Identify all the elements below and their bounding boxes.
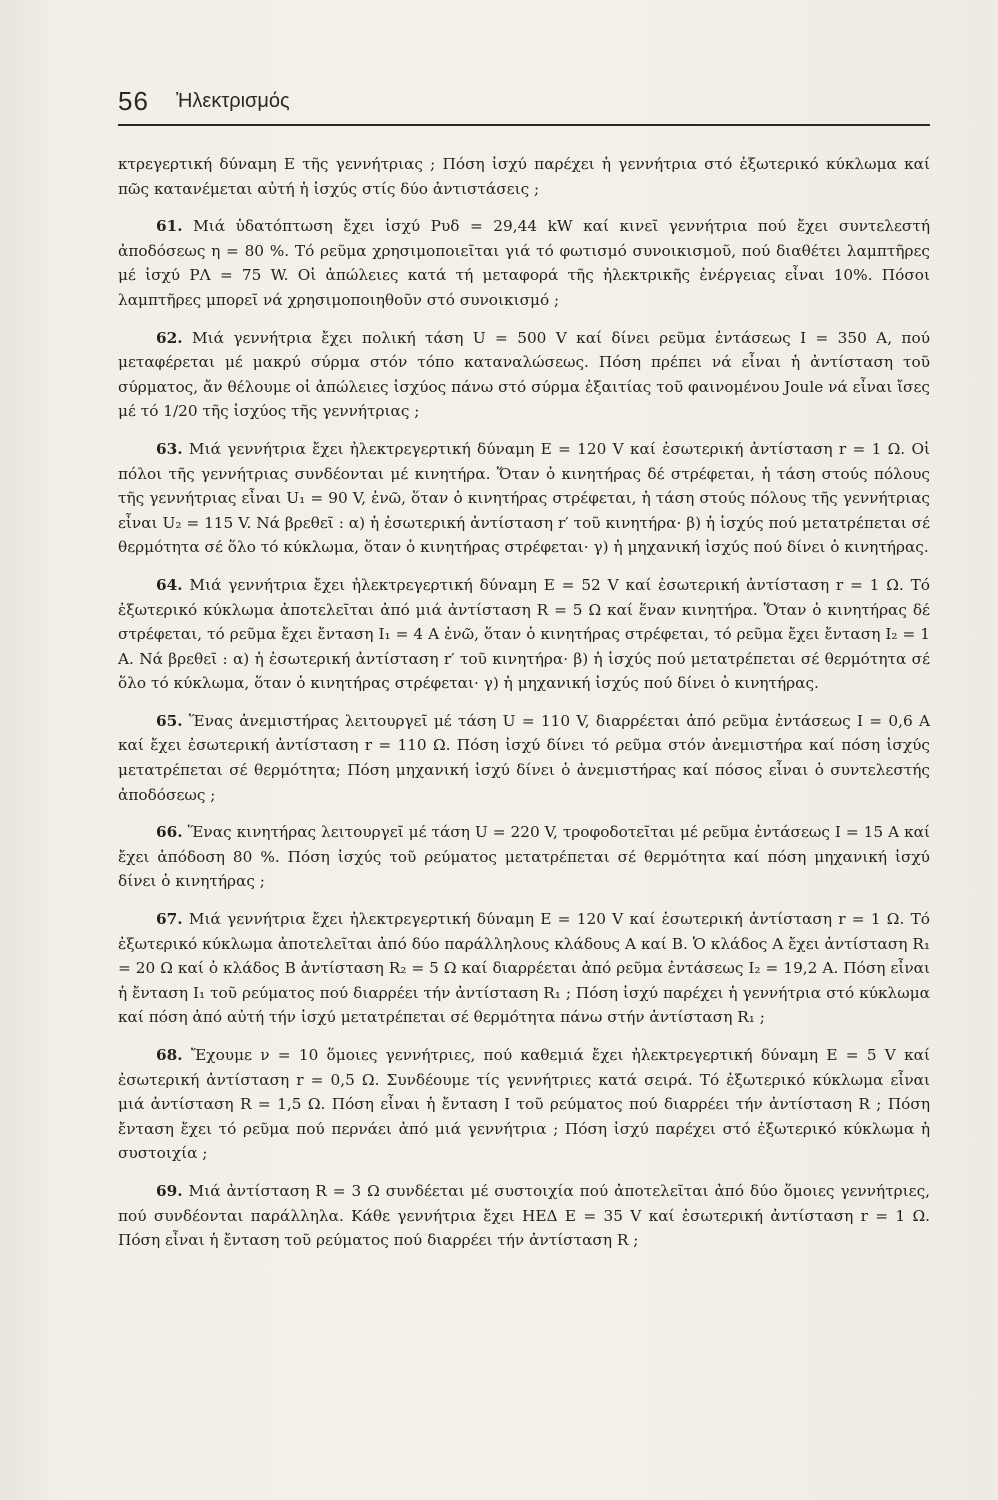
problem-text: Ἕνας ἀνεμιστήρας λειτουργεῖ μέ τάση U = 110 V, διαρρέεται ἀπό ρεῦμα ἐντάσεως I = 0,6 A καί ἔχει ἐσωτερική ἀντίσταση r = 110 Ω. Πόση ἰσχύ δίνει τό ρεῦμα στόν ἀνεμιστήρα καί πόση ἰσχύς μετατρέπεται σέ θερμότητα; Πόση μηχανική ἰσχύ δίνει ὁ ἀνεμιστήρας καί πόσος εἶναι ὁ συντελεστής ἀποδόσεως ; [118,711,930,804]
problem-text: Ἕνας κινητήρας λειτουργεῖ μέ τάση U = 220 V, τροφοδοτεῖται μέ ρεῦμα ἐντάσεως I = 15 A καί ἔχει ἀπόδοση 80 %. Πόση ἰσχύς τοῦ ρεύματος μετατρέπεται σέ θερμότητα καί πόση μηχανική ἰσχύ δίνει ὁ κινητήρας ; [118,823,930,891]
problem-number: 61. [156,217,183,236]
problem-number: 63. [156,439,183,458]
header-rule [118,124,930,126]
intro-paragraph: κτρεγερτική δύναμη Ε τῆς γεννήτριας ; Πόση ἰσχύ παρέχει ἡ γεννήτρια στό ἐξωτερικό κύκλωμα καί πῶς κατανέμεται αὐτή ἡ ἰσχύς στίς δύο ἀντιστάσεις ; [118,155,930,198]
running-head: Ἠλεκτρισμός [176,90,290,112]
problem-62 [118,326,930,424]
problem-68 [118,1043,930,1166]
problem-number: 69. [156,1181,183,1200]
problem-number: 66. [156,823,183,842]
body-text [118,152,930,1266]
problem-text: Μιά ὑδατόπτωση ἔχει ἰσχύ Pυδ = 29,44 kW καί κινεῖ γεννήτρια πού ἔχει συντελεστή ἀποδόσεως η = 80 %. Τό ρεῦμα χρησιμοποιεῖται γιά τό φωτισμό συνοικισμοῦ, πού διαθέτει λαμπτῆρες μέ ἰσχύ PΛ = 75 W. Οἱ ἀπώλειες κατά τή μεταφορά τῆς ἠλεκτρικῆς ἐνέργειας εἶναι 10%. Πόσοι λαμπτῆρες μπορεῖ νά χρησιμοποιηθοῦν στό συνοικισμό ; [118,217,930,309]
problem-64 [118,573,930,696]
page-number: 56 [118,86,149,116]
problem-text: Μιά γεννήτρια ἔχει ἠλεκτρεγερτική δύναμη Ε = 120 V καί ἐσωτερική ἀντίσταση r = 1 Ω. Οἱ πόλοι τῆς γεννήτριας συνδέονται μέ κινητήρα. Ὅταν ὁ κινητήρας δέ στρέφεται, ἡ τάση στούς πόλους τῆς γεννήτριας εἶναι U₁ = 90 V, ἐνῶ, ὅταν ὁ κινητήρας στρέφεται, ἡ τάση στούς πόλους τῆς γεννήτριας εἶναι U₂ = 115 V. Νά βρεθεῖ : α) ἡ ἐσωτερική ἀντίσταση r′ τοῦ κινητήρα· β) ἡ ἰσχύς πού μετατρέπεται σέ θερμότητα σέ ὅλο τό κύκλωμα, ὅταν ὁ κινητήρας στρέφεται· γ) ἡ μηχανική ἰσχύς πού δίνει ὁ κινητήρας. [118,439,930,557]
problem-number: 64. [156,575,183,594]
problem-text: Ἔχουμε ν = 10 ὅμοιες γεννήτριες, πού καθεμιά ἔχει ἠλεκτρεγερτική δύναμη Ε = 5 V καί ἐσωτερική ἀντίσταση r = 0,5 Ω. Συνδέουμε τίς γεννήτριες κατά σειρά. Τό ἐξωτερικό κύκλωμα εἶναι μιά ἀντίσταση R = 1,5 Ω. Πόση εἶναι ἡ ἔνταση I τοῦ ρεύματος πού διαρρέει τήν ἀντίσταση R ; Πόση ἔνταση ἔχει τό ρεῦμα πού περνάει ἀπό μιά γεννήτρια ; Πόση ἰσχύ παρέχει στό ἐξωτερικό κύκλωμα ἡ συστοιχία ; [118,1046,930,1163]
problem-text: Μιά γεννήτρια ἔχει ἠλεκτρεγερτική δύναμη Ε = 120 V καί ἐσωτερική ἀντίσταση r = 1 Ω. Τό ἐξωτερικό κύκλωμα ἀποτελεῖται ἀπό δύο παράλληλους κλάδους Α καί Β. Ὁ κλάδος Α ἔχει ἀντίσταση R₁ = 20 Ω καί ὁ κλάδος Β ἀντίσταση R₂ = 5 Ω καί διαρρέεται ἀπό ρεῦμα ἐντάσεως I₂ = 19,2 A. Πόση εἶναι ἡ ἔνταση I₁ τοῦ ρεύματος πού διαρρέει τήν ἀντίσταση R₁ ; Πόση ἰσχύ παρέχει ἡ γεννήτρια στό κύκλωμα καί πόση ἀπό αὐτή τήν ἰσχύ μετατρέπεται σέ θερμότητα πάνω στήν ἀντίσταση R₁ ; [118,910,930,1027]
problem-61 [118,214,930,312]
problem-63 [118,437,930,560]
problem-text: Μιά γεννήτρια ἔχει πολική τάση U = 500 V καί δίνει ρεῦμα ἐντάσεως I = 350 A, πού μεταφέρεται μέ μακρύ σύρμα στόν τόπο καταναλώσεως. Πόση πρέπει νά εἶναι ἡ ἀντίσταση τοῦ σύρματος, ἄν θέλουμε οἱ ἀπώλειες ἰσχύος πάνω στό σύρμα ἐξαιτίας τοῦ φαινομένου Joule νά εἶναι ἴσες μέ τό 1/20 τῆς ἰσχύος τῆς γεννήτριας ; [118,328,930,421]
problem-number: 65. [156,711,183,730]
problem-number: 68. [156,1046,183,1064]
problem-text: Μιά γεννήτρια ἔχει ἠλεκτρεγερτική δύναμη Ε = 52 V καί ἐσωτερική ἀντίσταση r = 1 Ω. Τό ἐξωτερικό κύκλωμα ἀποτελεῖται ἀπό μιά ἀντίσταση R = 5 Ω καί ἕναν κινητήρα. Ὅταν ὁ κινητήρας δέ στρέφεται, τό ρεῦμα ἔχει ἔνταση I₁ = 4 A ἐνῶ, ὅταν ὁ κινητήρας στρέφεται, τό ρεῦμα ἔχει ἔνταση I₂ = 1 A. Νά βρεθεῖ : α) ἡ ἐσωτερική ἀντίσταση r′ τοῦ κινητήρα· β) ἡ ἰσχύς πού μετατρέπεται σέ θερμότητα σέ ὅλο τό κύκλωμα, ὅταν ὁ κινητήρας στρέφεται· γ) ἡ μηχανική ἰσχύς πού δίνει ὁ κινητήρας. [118,575,930,693]
problem-65 [118,709,930,807]
page-header [118,86,930,126]
problem-number: 67. [156,910,183,929]
problem-67 [118,907,930,1030]
problem-69 [118,1179,930,1253]
problem-text: Μιά ἀντίσταση R = 3 Ω συνδέεται μέ συστοιχία πού ἀποτελεῖται ἀπό δύο ὅμοιες γεννήτριες, πού συνδέονται παράλληλα. Κάθε γεννήτρια ἔχει ΗΕΔ Ε = 35 V καί ἐσωτερική ἀντίσταση r = 1 Ω. Πόση εἶναι ἡ ἔνταση τοῦ ρεύματος πού διαρρέει τήν ἀντίσταση R ; [118,1181,930,1250]
problem-number: 62. [156,328,183,347]
problem-66 [118,820,930,894]
